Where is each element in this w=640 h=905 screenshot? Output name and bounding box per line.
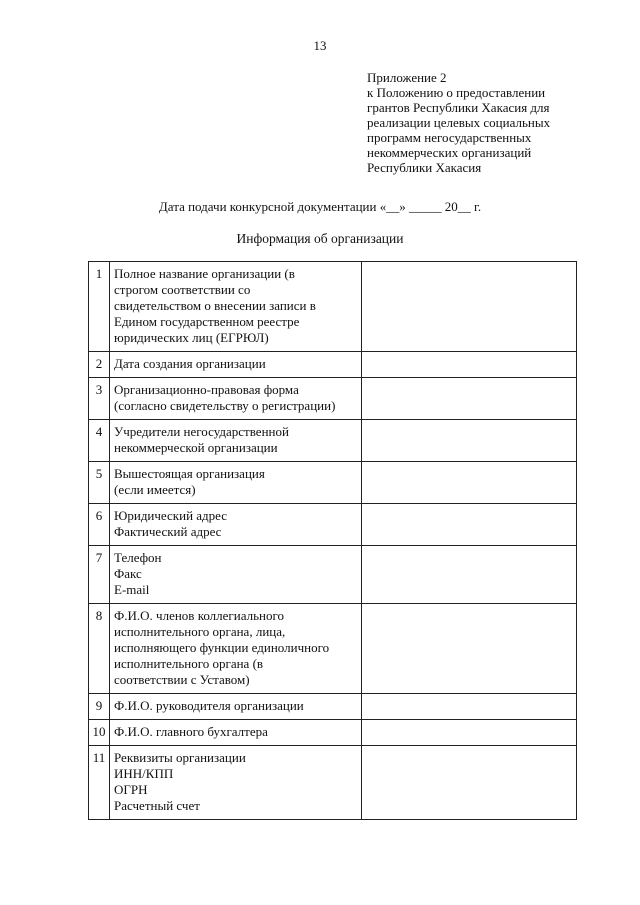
label-line: Дата создания организации xyxy=(114,356,266,371)
label-line: исполняющего функции единоличного xyxy=(114,640,330,655)
row-number: 3 xyxy=(89,378,110,420)
row-label xyxy=(110,420,362,462)
label-line: исполнительного органа, лица, xyxy=(114,624,286,639)
row-number: 8 xyxy=(89,604,110,694)
value-cell[interactable] xyxy=(362,546,577,604)
page-number: 13 xyxy=(313,38,327,53)
value-cell[interactable] xyxy=(362,462,577,504)
row-label xyxy=(110,352,362,378)
row-label xyxy=(110,462,362,504)
row-number: 10 xyxy=(89,720,110,746)
label-line: Ф.И.О. главного бухгалтера xyxy=(114,724,268,739)
row-label xyxy=(110,694,362,720)
label-line: ИНН/КПП xyxy=(114,766,174,781)
submission-date-line: Дата подачи конкурсной документации «__» _____ 20__ г. xyxy=(158,199,482,214)
label-line: ОГРН xyxy=(114,782,148,797)
label-line: Телефон xyxy=(114,550,162,565)
label-line: соответствии с Уставом) xyxy=(114,672,250,687)
table-row xyxy=(89,720,577,746)
label-line: Полное название организации (в xyxy=(114,266,295,281)
value-cell[interactable] xyxy=(362,604,577,694)
value-cell[interactable] xyxy=(362,262,577,352)
label-line: (если имеется) xyxy=(114,482,196,497)
row-number: 4 xyxy=(89,420,110,462)
row-label xyxy=(110,546,362,604)
row-number: 5 xyxy=(89,462,110,504)
appendix-line: к Положению о предоставлении xyxy=(367,85,546,100)
organization-info-table xyxy=(88,261,577,820)
label-line: исполнительного органа (в xyxy=(114,656,264,671)
label-line: Фактический адрес xyxy=(114,524,222,539)
appendix-header xyxy=(367,70,627,175)
row-label xyxy=(110,378,362,420)
label-line: Вышестоящая организация xyxy=(114,466,265,481)
row-label xyxy=(110,746,362,820)
table-row xyxy=(89,546,577,604)
label-line: строгом соответствии со xyxy=(114,282,251,297)
row-label xyxy=(110,720,362,746)
label-line: Организационно-правовая форма xyxy=(114,382,299,397)
row-number: 11 xyxy=(89,746,110,820)
appendix-line: Республики Хакасия xyxy=(367,160,482,175)
row-label xyxy=(110,504,362,546)
label-line: Учредители негосударственной xyxy=(114,424,289,439)
table-row xyxy=(89,352,577,378)
label-line: Факс xyxy=(114,566,142,581)
value-cell[interactable] xyxy=(362,720,577,746)
appendix-line: Приложение 2 xyxy=(367,70,447,85)
row-number: 9 xyxy=(89,694,110,720)
label-line: E-mail xyxy=(114,582,150,597)
label-line: Ф.И.О. членов коллегиального xyxy=(114,608,284,623)
appendix-line: некоммерческих организаций xyxy=(367,145,532,160)
row-number: 6 xyxy=(89,504,110,546)
label-line: Реквизиты организации xyxy=(114,750,246,765)
row-label xyxy=(110,604,362,694)
row-number: 2 xyxy=(89,352,110,378)
label-line: Юридический адрес xyxy=(114,508,228,523)
table-row xyxy=(89,462,577,504)
table-row xyxy=(89,378,577,420)
label-line: Расчетный счет xyxy=(114,798,200,813)
label-line: Ф.И.О. руководителя организации xyxy=(114,698,304,713)
appendix-line: программ негосударственных xyxy=(367,130,532,145)
label-line: свидетельством о внесении записи в xyxy=(114,298,316,313)
table-row xyxy=(89,262,577,352)
table-row xyxy=(89,604,577,694)
section-title: Информация об организации xyxy=(236,231,404,246)
label-line: Едином государственном реестре xyxy=(114,314,300,329)
row-number: 7 xyxy=(89,546,110,604)
value-cell[interactable] xyxy=(362,352,577,378)
row-number: 1 xyxy=(89,262,110,352)
value-cell[interactable] xyxy=(362,746,577,820)
row-label xyxy=(110,262,362,352)
table-row xyxy=(89,746,577,820)
table-row xyxy=(89,420,577,462)
value-cell[interactable] xyxy=(362,378,577,420)
label-line: (согласно свидетельству о регистрации) xyxy=(114,398,336,413)
appendix-line: реализации целевых социальных xyxy=(367,115,551,130)
value-cell[interactable] xyxy=(362,420,577,462)
value-cell[interactable] xyxy=(362,694,577,720)
table-row xyxy=(89,504,577,546)
value-cell[interactable] xyxy=(362,504,577,546)
label-line: юридических лиц (ЕГРЮЛ) xyxy=(114,330,269,345)
table-row xyxy=(89,694,577,720)
appendix-line: грантов Республики Хакасия для xyxy=(367,100,550,115)
label-line: некоммерческой организации xyxy=(114,440,278,455)
